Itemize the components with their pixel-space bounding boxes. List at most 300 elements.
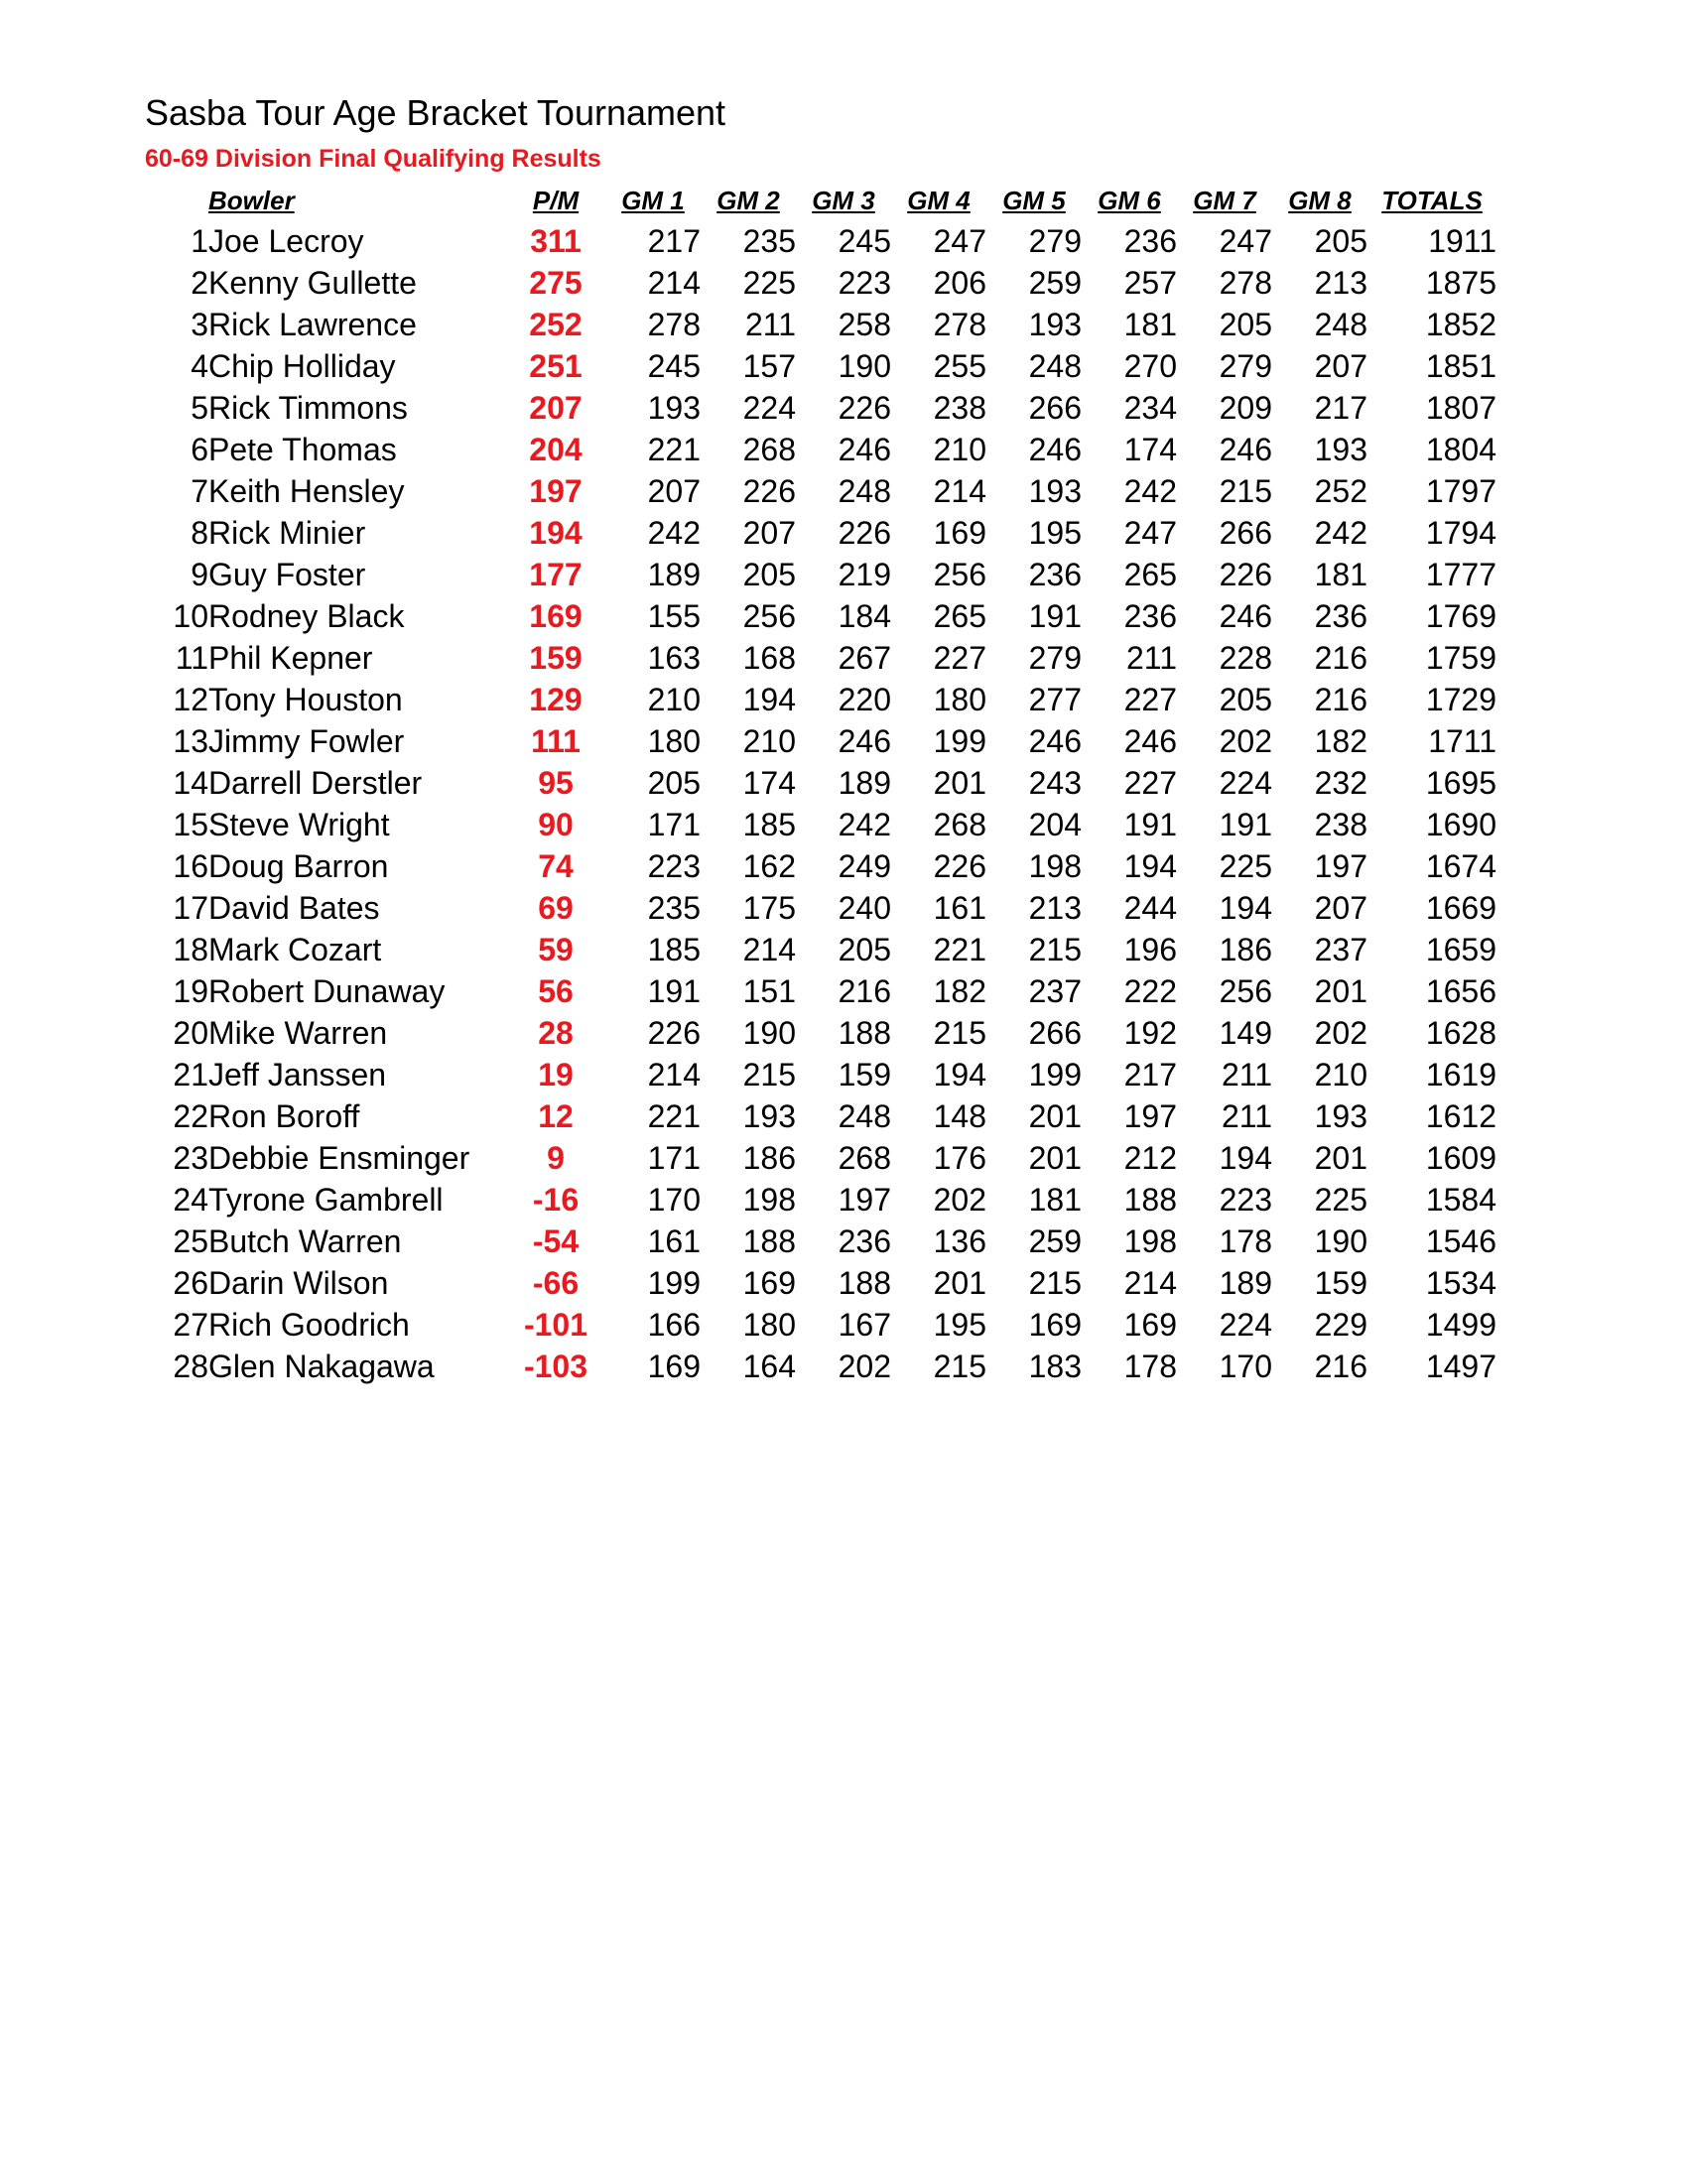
game-1-cell: 242	[647, 515, 701, 551]
game-4-cell: 214	[933, 473, 986, 509]
total-cell: 1777	[1425, 557, 1496, 592]
game-3-cell: 240	[838, 890, 891, 926]
game-6-cell: 192	[1123, 1015, 1177, 1051]
game-8-cell: 232	[1314, 765, 1367, 801]
game-5-cell: 183	[1028, 1349, 1082, 1384]
pm-cell: 95	[538, 765, 574, 801]
game-4-cell: 265	[933, 598, 986, 634]
pm-cell: 159	[529, 640, 583, 676]
game-1-cell: 226	[647, 1015, 701, 1051]
rank-cell: 4	[191, 348, 208, 384]
game-6-cell: 236	[1123, 223, 1177, 259]
game-3-cell: 223	[838, 265, 891, 301]
game-3-cell: 246	[838, 432, 891, 467]
game-4-cell: 202	[933, 1182, 986, 1218]
game-2-cell: 214	[742, 932, 796, 967]
total-cell: 1584	[1425, 1182, 1496, 1218]
bowler-name-cell: Glen Nakagawa	[208, 1349, 435, 1384]
game-4-cell: 199	[933, 723, 986, 759]
table-row	[145, 595, 1496, 637]
game-2-cell: 210	[742, 723, 796, 759]
game-8-cell: 236	[1314, 598, 1367, 634]
total-cell: 1534	[1425, 1265, 1496, 1301]
game-7-cell: 215	[1219, 473, 1272, 509]
game-5-cell: 204	[1028, 807, 1082, 842]
total-cell: 1729	[1425, 682, 1496, 717]
game-3-cell: 236	[838, 1223, 891, 1259]
game-4-cell: 161	[933, 890, 986, 926]
header-gm4: GM 4	[907, 186, 971, 215]
game-1-cell: 199	[647, 1265, 701, 1301]
bowler-name-cell: Tony Houston	[208, 682, 403, 717]
pm-cell: 74	[538, 848, 574, 884]
game-5-cell: 181	[1028, 1182, 1082, 1218]
game-7-cell: 149	[1219, 1015, 1272, 1051]
game-5-cell: 279	[1028, 640, 1082, 676]
game-3-cell: 205	[838, 932, 891, 967]
pm-cell: 169	[529, 598, 583, 634]
table-row	[145, 1262, 1496, 1304]
game-8-cell: 193	[1314, 432, 1367, 467]
game-8-cell: 242	[1314, 515, 1367, 551]
bowler-name-cell: Rodney Black	[208, 598, 405, 634]
total-cell: 1804	[1425, 432, 1496, 467]
game-7-cell: 178	[1219, 1223, 1272, 1259]
game-3-cell: 189	[838, 765, 891, 801]
game-1-cell: 166	[647, 1307, 701, 1343]
game-5-cell: 259	[1028, 265, 1082, 301]
pm-cell: 111	[531, 723, 581, 759]
rank-cell: 26	[173, 1265, 208, 1301]
bowler-name-cell: Jimmy Fowler	[208, 723, 405, 759]
game-1-cell: 191	[647, 973, 701, 1009]
bowler-name-cell: Butch Warren	[208, 1223, 402, 1259]
bowler-name-cell: Kenny Gullette	[208, 265, 417, 301]
game-6-cell: 178	[1123, 1349, 1177, 1384]
total-cell: 1546	[1425, 1223, 1496, 1259]
total-cell: 1875	[1425, 265, 1496, 301]
game-7-cell: 189	[1219, 1265, 1272, 1301]
game-1-cell: 189	[647, 557, 701, 592]
game-7-cell: 223	[1219, 1182, 1272, 1218]
game-3-cell: 202	[838, 1349, 891, 1384]
game-5-cell: 215	[1028, 1265, 1082, 1301]
game-2-cell: 235	[742, 223, 796, 259]
game-6-cell: 265	[1123, 557, 1177, 592]
game-7-cell: 194	[1219, 890, 1272, 926]
rank-cell: 27	[173, 1307, 208, 1343]
game-8-cell: 216	[1314, 682, 1367, 717]
header-gm2: GM 2	[716, 186, 780, 215]
game-3-cell: 188	[838, 1015, 891, 1051]
game-5-cell: 259	[1028, 1223, 1082, 1259]
game-4-cell: 148	[933, 1098, 986, 1134]
table-row	[145, 345, 1496, 387]
game-6-cell: 270	[1123, 348, 1177, 384]
rank-cell: 28	[173, 1349, 208, 1384]
game-6-cell: 236	[1123, 598, 1177, 634]
table-row	[145, 762, 1496, 804]
bowler-name-cell: Guy Foster	[208, 557, 366, 592]
game-6-cell: 227	[1123, 682, 1177, 717]
rank-cell: 16	[173, 848, 208, 884]
rank-cell: 6	[191, 432, 208, 467]
game-4-cell: 268	[933, 807, 986, 842]
header-gm1: GM 1	[621, 186, 685, 215]
pm-cell: 90	[538, 807, 574, 842]
game-5-cell: 201	[1028, 1098, 1082, 1134]
game-7-cell: 228	[1219, 640, 1272, 676]
table-row	[145, 1346, 1496, 1387]
game-2-cell: 185	[742, 807, 796, 842]
game-4-cell: 180	[933, 682, 986, 717]
game-5-cell: 277	[1028, 682, 1082, 717]
game-4-cell: 201	[933, 1265, 986, 1301]
rank-cell: 22	[173, 1098, 208, 1134]
game-2-cell: 174	[742, 765, 796, 801]
game-8-cell: 190	[1314, 1223, 1367, 1259]
game-4-cell: 210	[933, 432, 986, 467]
total-cell: 1609	[1425, 1140, 1496, 1176]
game-5-cell: 236	[1028, 557, 1082, 592]
table-row	[145, 804, 1496, 845]
game-1-cell: 163	[647, 640, 701, 676]
total-cell: 1690	[1425, 807, 1496, 842]
game-7-cell: 247	[1219, 223, 1272, 259]
game-4-cell: 169	[933, 515, 986, 551]
bowler-name-cell: Mike Warren	[208, 1015, 388, 1051]
game-8-cell: 201	[1314, 1140, 1367, 1176]
total-cell: 1669	[1425, 890, 1496, 926]
table-header-row	[145, 181, 1496, 220]
rank-cell: 24	[173, 1182, 208, 1218]
pm-cell: 311	[530, 223, 582, 259]
rank-cell: 18	[173, 932, 208, 967]
game-3-cell: 184	[838, 598, 891, 634]
rank-cell: 5	[191, 390, 208, 426]
bowler-name-cell: Rick Timmons	[208, 390, 408, 426]
game-2-cell: 193	[742, 1098, 796, 1134]
game-2-cell: 225	[742, 265, 796, 301]
game-7-cell: 191	[1219, 807, 1272, 842]
game-8-cell: 181	[1314, 557, 1367, 592]
game-6-cell: 196	[1123, 932, 1177, 967]
game-7-cell: 202	[1219, 723, 1272, 759]
game-6-cell: 181	[1123, 307, 1177, 342]
game-4-cell: 182	[933, 973, 986, 1009]
rank-cell: 19	[173, 973, 208, 1009]
table-row	[145, 929, 1496, 970]
game-1-cell: 245	[647, 348, 701, 384]
game-3-cell: 216	[838, 973, 891, 1009]
game-2-cell: 256	[742, 598, 796, 634]
header-gm7: GM 7	[1193, 186, 1256, 215]
game-4-cell: 226	[933, 848, 986, 884]
rank-cell: 3	[191, 307, 208, 342]
bowler-name-cell: Phil Kepner	[208, 640, 373, 676]
bowler-name-cell: Rick Minier	[208, 515, 366, 551]
game-1-cell: 217	[647, 223, 701, 259]
game-7-cell: 209	[1219, 390, 1272, 426]
game-1-cell: 185	[647, 932, 701, 967]
header-gm3: GM 3	[812, 186, 875, 215]
game-3-cell: 226	[838, 515, 891, 551]
game-7-cell: 211	[1221, 1057, 1272, 1092]
game-2-cell: 211	[744, 307, 796, 342]
game-6-cell: 169	[1123, 1307, 1177, 1343]
table-row	[145, 1179, 1496, 1220]
header-gm5: GM 5	[1002, 186, 1066, 215]
game-5-cell: 195	[1028, 515, 1082, 551]
game-1-cell: 221	[647, 432, 701, 467]
table-row	[145, 1220, 1496, 1262]
table-row	[145, 637, 1496, 679]
game-8-cell: 193	[1314, 1098, 1367, 1134]
game-5-cell: 246	[1028, 723, 1082, 759]
game-3-cell: 268	[838, 1140, 891, 1176]
rank-cell: 9	[191, 557, 208, 592]
results-table	[145, 181, 1496, 1387]
game-4-cell: 278	[933, 307, 986, 342]
game-7-cell: 205	[1219, 682, 1272, 717]
game-2-cell: 188	[742, 1223, 796, 1259]
game-2-cell: 190	[742, 1015, 796, 1051]
pm-cell: 12	[538, 1098, 574, 1134]
game-8-cell: 207	[1314, 890, 1367, 926]
header-totals: TOTALS	[1381, 186, 1483, 215]
game-2-cell: 198	[742, 1182, 796, 1218]
results-body	[145, 220, 1496, 1387]
game-8-cell: 201	[1314, 973, 1367, 1009]
game-1-cell: 161	[647, 1223, 701, 1259]
rank-cell: 12	[173, 682, 208, 717]
game-8-cell: 225	[1314, 1182, 1367, 1218]
rank-cell: 20	[173, 1015, 208, 1051]
game-8-cell: 252	[1314, 473, 1367, 509]
game-5-cell: 191	[1028, 598, 1082, 634]
game-7-cell: 186	[1219, 932, 1272, 967]
total-cell: 1499	[1425, 1307, 1496, 1343]
rank-cell: 8	[191, 515, 208, 551]
total-cell: 1911	[1428, 223, 1496, 259]
game-1-cell: 235	[647, 890, 701, 926]
game-4-cell: 255	[933, 348, 986, 384]
table-row	[145, 262, 1496, 304]
game-8-cell: 159	[1314, 1265, 1367, 1301]
table-row	[145, 470, 1496, 512]
bowler-name-cell: Ron Boroff	[208, 1098, 360, 1134]
game-6-cell: 217	[1123, 1057, 1177, 1092]
pm-cell: 59	[538, 932, 574, 967]
pm-cell: 28	[538, 1015, 574, 1051]
bowler-name-cell: Rick Lawrence	[208, 307, 417, 342]
game-8-cell: 202	[1314, 1015, 1367, 1051]
game-3-cell: 190	[838, 348, 891, 384]
game-1-cell: 169	[647, 1349, 701, 1384]
total-cell: 1797	[1425, 473, 1496, 509]
total-cell: 1807	[1425, 390, 1496, 426]
game-1-cell: 171	[647, 807, 701, 842]
game-8-cell: 229	[1314, 1307, 1367, 1343]
game-8-cell: 248	[1314, 307, 1367, 342]
game-6-cell: 242	[1123, 473, 1177, 509]
game-6-cell: 212	[1123, 1140, 1177, 1176]
table-row	[145, 1054, 1496, 1095]
game-3-cell: 245	[838, 223, 891, 259]
game-7-cell: 246	[1219, 598, 1272, 634]
game-5-cell: 266	[1028, 390, 1082, 426]
game-2-cell: 162	[742, 848, 796, 884]
game-8-cell: 205	[1314, 223, 1367, 259]
pm-cell: 177	[529, 557, 583, 592]
total-cell: 1695	[1425, 765, 1496, 801]
pm-cell: 252	[529, 307, 583, 342]
game-7-cell: 279	[1219, 348, 1272, 384]
game-6-cell: 246	[1123, 723, 1177, 759]
game-1-cell: 207	[647, 473, 701, 509]
game-1-cell: 193	[647, 390, 701, 426]
game-8-cell: 207	[1314, 348, 1367, 384]
total-cell: 1852	[1425, 307, 1496, 342]
game-5-cell: 193	[1028, 473, 1082, 509]
game-6-cell: 198	[1123, 1223, 1177, 1259]
total-cell: 1497	[1425, 1349, 1496, 1384]
rank-cell: 7	[191, 473, 208, 509]
bowler-name-cell: Keith Hensley	[208, 473, 405, 509]
game-3-cell: 197	[838, 1182, 891, 1218]
table-row	[145, 1137, 1496, 1179]
game-2-cell: 194	[742, 682, 796, 717]
bowler-name-cell: Darin Wilson	[208, 1265, 389, 1301]
game-5-cell: 193	[1028, 307, 1082, 342]
table-row	[145, 387, 1496, 429]
table-row	[145, 1095, 1496, 1137]
game-3-cell: 267	[838, 640, 891, 676]
game-3-cell: 242	[838, 807, 891, 842]
game-6-cell: 191	[1123, 807, 1177, 842]
pm-cell: 56	[538, 973, 574, 1009]
game-3-cell: 188	[838, 1265, 891, 1301]
game-3-cell: 248	[838, 473, 891, 509]
game-1-cell: 170	[647, 1182, 701, 1218]
game-7-cell: 256	[1219, 973, 1272, 1009]
table-row	[145, 1012, 1496, 1054]
table-row	[145, 970, 1496, 1012]
game-6-cell: 234	[1123, 390, 1177, 426]
game-1-cell: 171	[647, 1140, 701, 1176]
rank-cell: 25	[173, 1223, 208, 1259]
game-2-cell: 207	[742, 515, 796, 551]
game-8-cell: 216	[1314, 1349, 1367, 1384]
game-4-cell: 194	[933, 1057, 986, 1092]
game-2-cell: 180	[742, 1307, 796, 1343]
game-3-cell: 219	[838, 557, 891, 592]
game-2-cell: 205	[742, 557, 796, 592]
total-cell: 1656	[1425, 973, 1496, 1009]
game-6-cell: 211	[1125, 640, 1177, 676]
pm-cell: 69	[538, 890, 574, 926]
game-1-cell: 180	[647, 723, 701, 759]
game-4-cell: 176	[933, 1140, 986, 1176]
pm-cell: 197	[529, 473, 583, 509]
bowler-name-cell: Steve Wright	[208, 807, 390, 842]
header-bowler: Bowler	[208, 186, 295, 215]
game-3-cell: 220	[838, 682, 891, 717]
game-2-cell: 215	[742, 1057, 796, 1092]
game-7-cell: 224	[1219, 1307, 1272, 1343]
game-7-cell: 278	[1219, 265, 1272, 301]
bowler-name-cell: Mark Cozart	[208, 932, 382, 967]
bowler-name-cell: Doug Barron	[208, 848, 389, 884]
game-6-cell: 197	[1123, 1098, 1177, 1134]
game-2-cell: 157	[742, 348, 796, 384]
game-6-cell: 244	[1123, 890, 1177, 926]
rank-cell: 14	[173, 765, 208, 801]
game-1-cell: 221	[647, 1098, 701, 1134]
table-row	[145, 1304, 1496, 1346]
game-7-cell: 170	[1219, 1349, 1272, 1384]
header-gm8: GM 8	[1288, 186, 1352, 215]
game-8-cell: 237	[1314, 932, 1367, 967]
game-5-cell: 237	[1028, 973, 1082, 1009]
game-5-cell: 243	[1028, 765, 1082, 801]
game-4-cell: 206	[933, 265, 986, 301]
header-pm: P/M	[532, 186, 580, 215]
game-6-cell: 194	[1123, 848, 1177, 884]
header-gm6: GM 6	[1098, 186, 1161, 215]
game-4-cell: 221	[933, 932, 986, 967]
game-3-cell: 167	[838, 1307, 891, 1343]
game-6-cell: 222	[1123, 973, 1177, 1009]
rank-cell: 10	[173, 598, 208, 634]
game-4-cell: 195	[933, 1307, 986, 1343]
game-2-cell: 175	[742, 890, 796, 926]
game-4-cell: 215	[933, 1349, 986, 1384]
total-cell: 1851	[1425, 348, 1496, 384]
game-2-cell: 186	[742, 1140, 796, 1176]
game-8-cell: 238	[1314, 807, 1367, 842]
game-2-cell: 168	[742, 640, 796, 676]
game-6-cell: 247	[1123, 515, 1177, 551]
game-6-cell: 227	[1123, 765, 1177, 801]
total-cell: 1612	[1425, 1098, 1496, 1134]
bowler-name-cell: Joe Lecroy	[208, 223, 364, 259]
table-row	[145, 220, 1496, 262]
game-5-cell: 248	[1028, 348, 1082, 384]
game-7-cell: 225	[1219, 848, 1272, 884]
game-7-cell: 205	[1219, 307, 1272, 342]
game-7-cell: 226	[1219, 557, 1272, 592]
total-cell: 1759	[1425, 640, 1496, 676]
game-4-cell: 238	[933, 390, 986, 426]
game-6-cell: 257	[1123, 265, 1177, 301]
pm-cell: 251	[529, 348, 583, 384]
table-row	[145, 429, 1496, 470]
total-cell: 1619	[1425, 1057, 1496, 1092]
game-2-cell: 268	[742, 432, 796, 467]
game-4-cell: 247	[933, 223, 986, 259]
bowler-name-cell: Rich Goodrich	[208, 1307, 410, 1343]
total-cell: 1628	[1425, 1015, 1496, 1051]
game-3-cell: 226	[838, 390, 891, 426]
game-1-cell: 278	[647, 307, 701, 342]
game-6-cell: 174	[1123, 432, 1177, 467]
game-1-cell: 155	[647, 598, 701, 634]
pm-cell: 207	[529, 390, 583, 426]
game-5-cell: 266	[1028, 1015, 1082, 1051]
game-3-cell: 246	[838, 723, 891, 759]
game-5-cell: 279	[1028, 223, 1082, 259]
